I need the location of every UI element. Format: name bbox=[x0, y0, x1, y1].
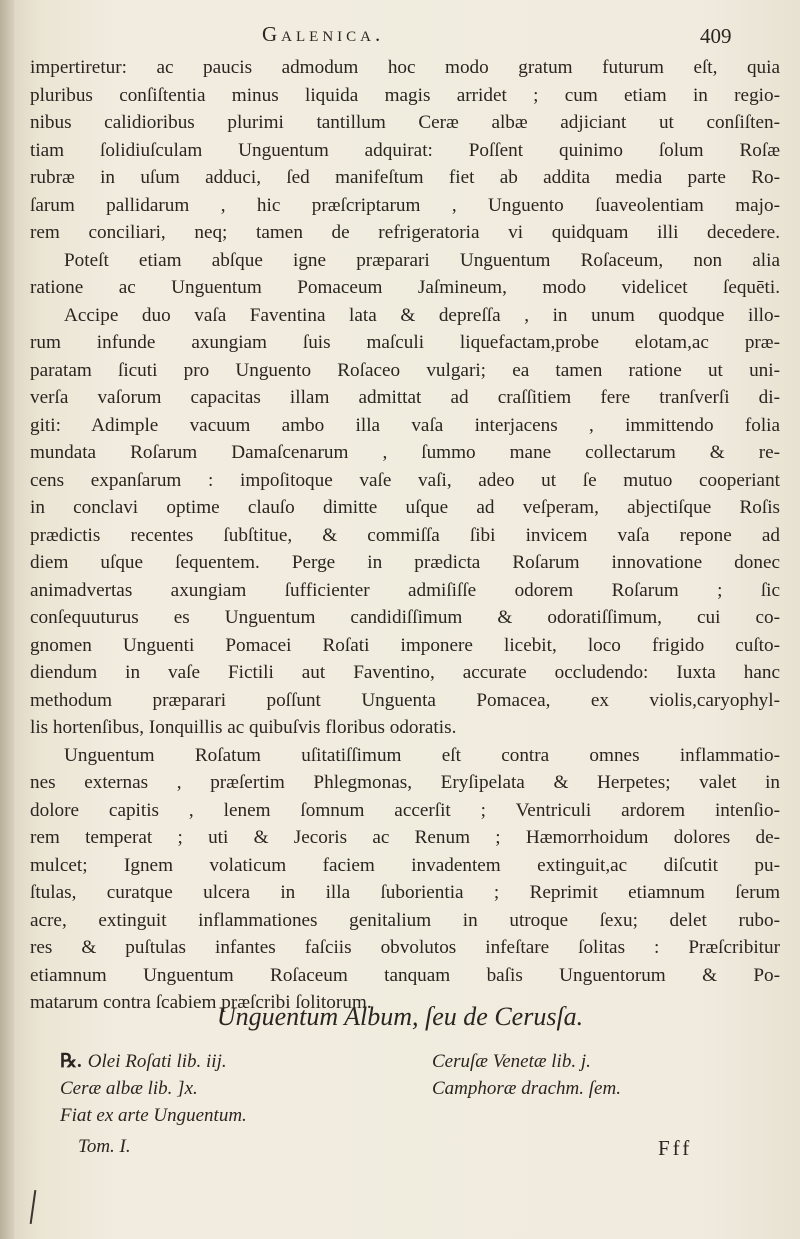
recipe-left-column bbox=[60, 1048, 390, 1129]
recipe-instruction: Fiat ex arte Unguentum. bbox=[60, 1105, 247, 1126]
body-text bbox=[30, 54, 780, 1017]
text-line: paratam ſicuti pro Unguento Roſaceo vulgari; ea tamen ratione ut uni- bbox=[30, 359, 780, 381]
text-line: conſequuturus es Unguentum candidiſſimum & odoratiſſimum, cui co- bbox=[30, 607, 780, 628]
page-spine-shadow bbox=[0, 0, 14, 1239]
text-line: nes externas , præſertim Phlegmonas, Eryſipelata & Herpetes; valet in bbox=[30, 772, 780, 793]
text-line: verſa vaſorum capacitas illam admittat ad craſſitiem fere tranſverſi di- bbox=[30, 387, 780, 408]
text-line: etiamnum Unguentum Roſaceum tanquam baſis Unguentorum & Po- bbox=[30, 964, 780, 986]
text-line: diendum in vaſe Fictili aut Faventino, accurate occludendo: Iuxta hanc bbox=[30, 662, 780, 683]
text-line: gnomen Unguenti Pomacei Roſati imponere licebit, loco frigido cuſto- bbox=[30, 634, 780, 656]
text-line: rem temperat ; uti & Jecoris ac Renum ; Hæmorrhoidum dolores de- bbox=[30, 827, 780, 848]
text-line: giti: Adimple vacuum ambo illa vaſa interjacens , immittendo folia bbox=[30, 414, 780, 436]
recipe-ingredient: Ceræ albæ lib. ]x. bbox=[60, 1078, 198, 1099]
text-line: ſtulas, curatque ulcera in illa ſuborientia ; Reprimit etiamnum ſerum bbox=[30, 882, 780, 903]
recipe-right-column bbox=[432, 1048, 772, 1102]
text-line: prædictis recentes ſubſtitue, & commiſſa ſibi invicem vaſa repone ad bbox=[30, 524, 780, 546]
text-line: rum infunde axungiam ſuis maſculi liquefactam,probe elotam,ac præ- bbox=[30, 332, 780, 353]
text-line: diem uſque ſequentem. Perge in prædicta Roſarum innovatione donec bbox=[30, 552, 780, 573]
text-line: rubræ in uſum adduci, ſed manifeſtum fiet ab addita media parte Ro- bbox=[30, 167, 780, 188]
page-footer bbox=[0, 1136, 800, 1176]
text-line: in conclavi optime clauſo dimitte uſque ad veſperam, abjectiſque Roſis bbox=[30, 497, 780, 518]
section-title: Unguentum Album, ſeu de Cerusſa. bbox=[216, 1002, 584, 1031]
tome-label: Tom. I. bbox=[78, 1136, 131, 1157]
text-line: impertiretur: ac paucis admodum hoc modo gratum futurum eſt, quia bbox=[30, 57, 780, 78]
running-head: Galenica. bbox=[262, 22, 385, 46]
text-line: animadvertas axungiam ſufficienter admiſiſſe odorem Roſarum ; ſic bbox=[30, 579, 780, 601]
recipe-line bbox=[60, 1048, 390, 1075]
margin-mark bbox=[30, 1190, 37, 1224]
text-line: matarum contra ſcabiem præſcribi ſolitorum. bbox=[30, 992, 372, 1013]
text-line: cens expanſarum : impoſitoque vaſe vaſi, adeo ut ſe mutuo cooperiant bbox=[30, 469, 780, 491]
page-number: 409 bbox=[700, 24, 732, 48]
text-line: pluribus conſiſtentia minus liquida magis arridet ; cum etiam in regio- bbox=[30, 84, 780, 106]
signature-mark: Fff bbox=[658, 1136, 693, 1160]
text-line: methodum præparari poſſunt Unguenta Pomacea, ex violis,caryophyl- bbox=[30, 689, 780, 711]
text-line: ſarum pallidarum , hic præſcriptarum , Unguento ſuaveolentiam majo- bbox=[30, 194, 780, 216]
text-line: mulcet; Ignem volaticum faciem invadentem extinguit,ac diſcutit pu- bbox=[30, 854, 780, 876]
text-line: tiam ſolidiuſculam Unguentum adquirat: Poſſent quinimo ſolum Roſæ bbox=[30, 139, 780, 161]
recipe-ingredient: Olei Roſati lib. iij. bbox=[87, 1051, 227, 1072]
text-line: res & puſtulas infantes faſciis obvolutos infeſtare ſolitas : Præſcribitur bbox=[30, 937, 780, 958]
recipe-ingredient: Ceruſæ Venetæ lib. j. bbox=[432, 1051, 591, 1072]
text-line: rem conciliari, neq; tamen de refrigeratoria vi quidquam illi decedere. bbox=[30, 222, 780, 243]
recipe-ingredient: Camphoræ drachm. ſem. bbox=[432, 1078, 621, 1099]
page-header bbox=[0, 22, 800, 52]
text-line: lis hortenſibus, Ionquillis ac quibuſvis floribus odoratis. bbox=[30, 717, 457, 738]
text-line: acre, extinguit inflammationes genitalium in utroque ſexu; delet rubo- bbox=[30, 909, 780, 931]
text-line: mundata Roſarum Damaſcenarum , ſummo mane collectarum & re- bbox=[30, 442, 780, 463]
recipe-symbol: ℞. bbox=[60, 1051, 82, 1072]
text-line: ratione ac Unguentum Pomaceum Jaſmineum, modo videlicet ſequēti. bbox=[30, 277, 780, 298]
text-line: Poteſt etiam abſque igne præparari Unguentum Roſaceum, non alia bbox=[64, 249, 780, 271]
text-line: Accipe duo vaſa Faventina lata & depreſſa , in unum quodque illo- bbox=[64, 304, 780, 326]
text-line: nibus calidioribus plurimi tantillum Ceræ albæ adjiciant ut conſiſten- bbox=[30, 112, 780, 133]
text-line: Unguentum Roſatum uſitatiſſimum eſt contra omnes inflammatio- bbox=[64, 744, 780, 766]
text-line: dolore capitis , lenem ſomnum accerſit ; Ventriculi ardorem intenſio- bbox=[30, 799, 780, 821]
